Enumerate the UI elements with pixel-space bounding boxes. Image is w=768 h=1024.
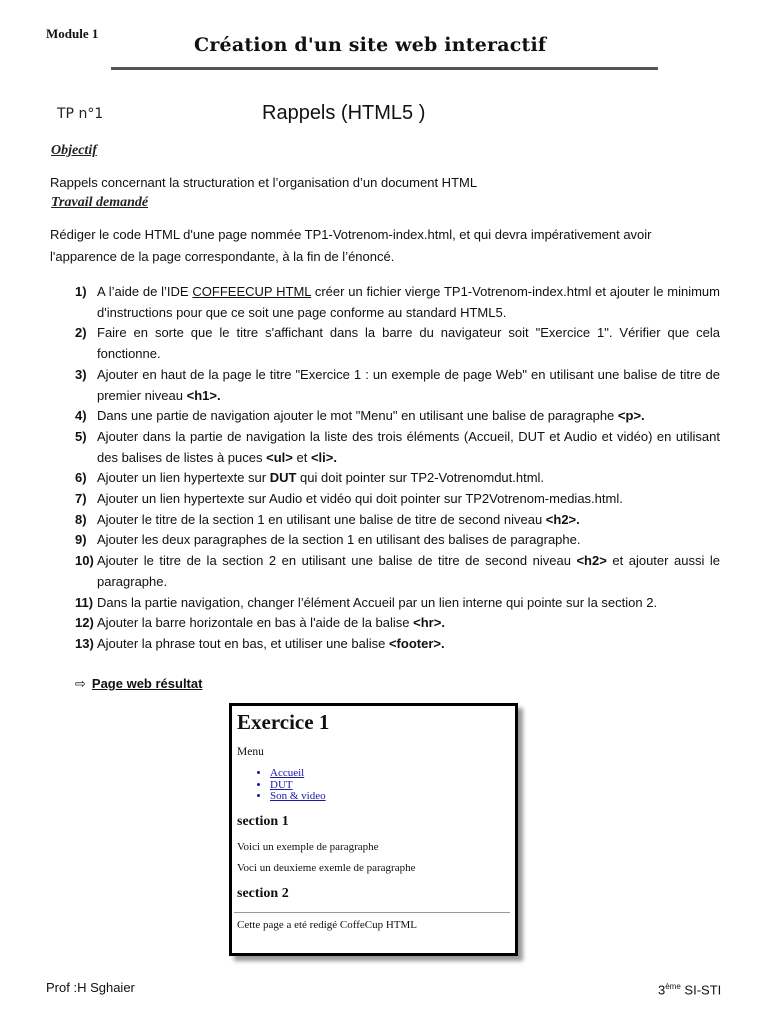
instruction-item: 4) Dans une partie de navigation ajouter le mot "Menu" en utilisant une balise de paragraphe <p>. [50,406,720,427]
tp-subject: Rappels (HTML5 ) [262,102,426,124]
instruction-item: 11) Dans la partie navigation, changer l’élément Accueil par un lien interne qui pointe sur la section 2. [50,593,720,614]
result-label-text: Page web résultat [91,676,203,691]
instruction-list [50,282,720,655]
tag-h1: <h1>. [186,387,221,403]
dut-keyword: DUT [269,470,297,486]
tag-ul: <ul> [266,449,293,465]
instruction-number: 11) [75,594,94,610]
instruction-item: 10) Ajouter le titre de la section 2 en utilisant une balise de titre de second niveau <h2> et ajouter aussi le paragraphe. [75,553,721,589]
tp-number: TP n°1 [57,106,104,122]
right-arrow-icon: ⇨ [75,676,86,691]
preview-nav-list [254,768,326,803]
instruction-item: 12) Ajouter la barre horizontale en bas à l'aide de la balise <hr>. [50,613,720,634]
tag-h2: <h2> [576,553,607,569]
instruction-number: 10) [75,553,94,569]
instruction-item: 8) Ajouter le titre de la section 1 en utilisant une balise de titre de second niveau <h2>. [50,510,720,531]
instruction-item: 1) A l’aide de l’IDE COFFEECUP HTML créer un fichier vierge TP1-Votrenom-index.html et ajouter le minimum d'instructions pour que ce soit une page conforme au standard HTML5. [75,284,720,320]
instruction-number: 13) [75,635,94,651]
preview-section2-title: section 2 [237,886,289,901]
work-intro-line-1: Rédiger le code HTML d'une page nommée TP1-Votrenom-index.html, et qui devra impérativement avoir [50,227,652,242]
result-page-preview [229,703,518,956]
tag-p: <p>. [617,408,645,424]
preview-link-dut[interactable]: • DUT [270,780,326,792]
instruction-number: 4) [75,408,87,424]
instruction-item: 13) Ajouter la phrase tout en bas, et utiliser une balise <footer>. [50,634,720,655]
instruction-number: 1) [75,284,87,299]
instruction-item: 7) Ajouter un lien hypertexte sur Audio et vidéo qui doit pointer sur TP2Votrenom-medias.html. [50,489,720,510]
author-name: Prof :H Sghaier [46,980,135,995]
work-heading: Travail demandé [51,195,149,210]
module-label: Module 1 [46,26,99,41]
work-intro-line-2: l'apparence de la page correspondante, à la fin de l’énoncé. [50,249,395,264]
preview-section1-title: section 1 [237,814,289,829]
tag-footer: <footer>. [388,635,445,651]
instruction-number: 9) [75,532,87,548]
preview-menu-label: Menu [237,746,264,758]
instruction-number: 7) [75,491,87,507]
ide-name: COFFEECUP HTML [192,284,312,299]
tag-li: <li>. [310,449,337,465]
instruction-item: 9) Ajouter les deux paragraphes de la section 1 en utilisant des balises de paragraphe. [50,530,720,551]
instruction-item: 3) Ajouter en haut de la page le titre "Exercice 1 : un exemple de page Web" en utilisant une balise de titre de premier niveau <h1>. [75,366,720,403]
tag-hr: <hr>. [413,615,445,631]
instruction-item: 6) Ajouter un lien hypertexte sur DUT qui doit pointer sur TP2-Votrenomdut.html. [50,468,720,489]
result-label [75,676,202,692]
header-divider [111,67,658,70]
preview-footer: Cette page a eté redigé CoffeCup HTML [237,919,418,931]
instruction-number: 8) [75,511,87,527]
instruction-number: 3) [75,366,87,382]
instruction-item: 2) Faire en sorte que le titre s'affichant dans la barre du navigateur soit "Exercice 1". Vérifier que cela fonctionne. [75,325,720,362]
instruction-number: 6) [75,470,87,486]
preview-link-son-video[interactable]: • Son & video [270,791,326,803]
objective-text: Rappels concernant la structuration et l’organisation d’un document HTML [50,175,478,190]
preview-horizontal-rule [234,912,510,913]
preview-section1-paragraph-2: Voci un deuxieme exemle de paragraphe [237,862,416,874]
instruction-number: 2) [75,325,87,341]
class-level: 3ème SI-STI [658,982,722,998]
instruction-number: 12) [75,615,94,631]
preview-section1-paragraph-1: Voici un exemple de paragraphe [237,841,379,853]
page-title: Création d'un site web interactif [194,34,547,56]
instruction-number: 5) [75,428,87,444]
objective-heading: Objectif [51,143,97,158]
instruction-item: 5) Ajouter dans la partie de navigation la liste des trois éléments (Accueil, DUT et Audio et vidéo) en utilisant des balises de listes à puces <ul> et <li>. [75,428,720,465]
tag-h2: <h2>. [545,511,580,527]
preview-h1: Exercice 1 [237,710,330,734]
preview-link-accueil[interactable]: • Accueil [270,768,326,780]
